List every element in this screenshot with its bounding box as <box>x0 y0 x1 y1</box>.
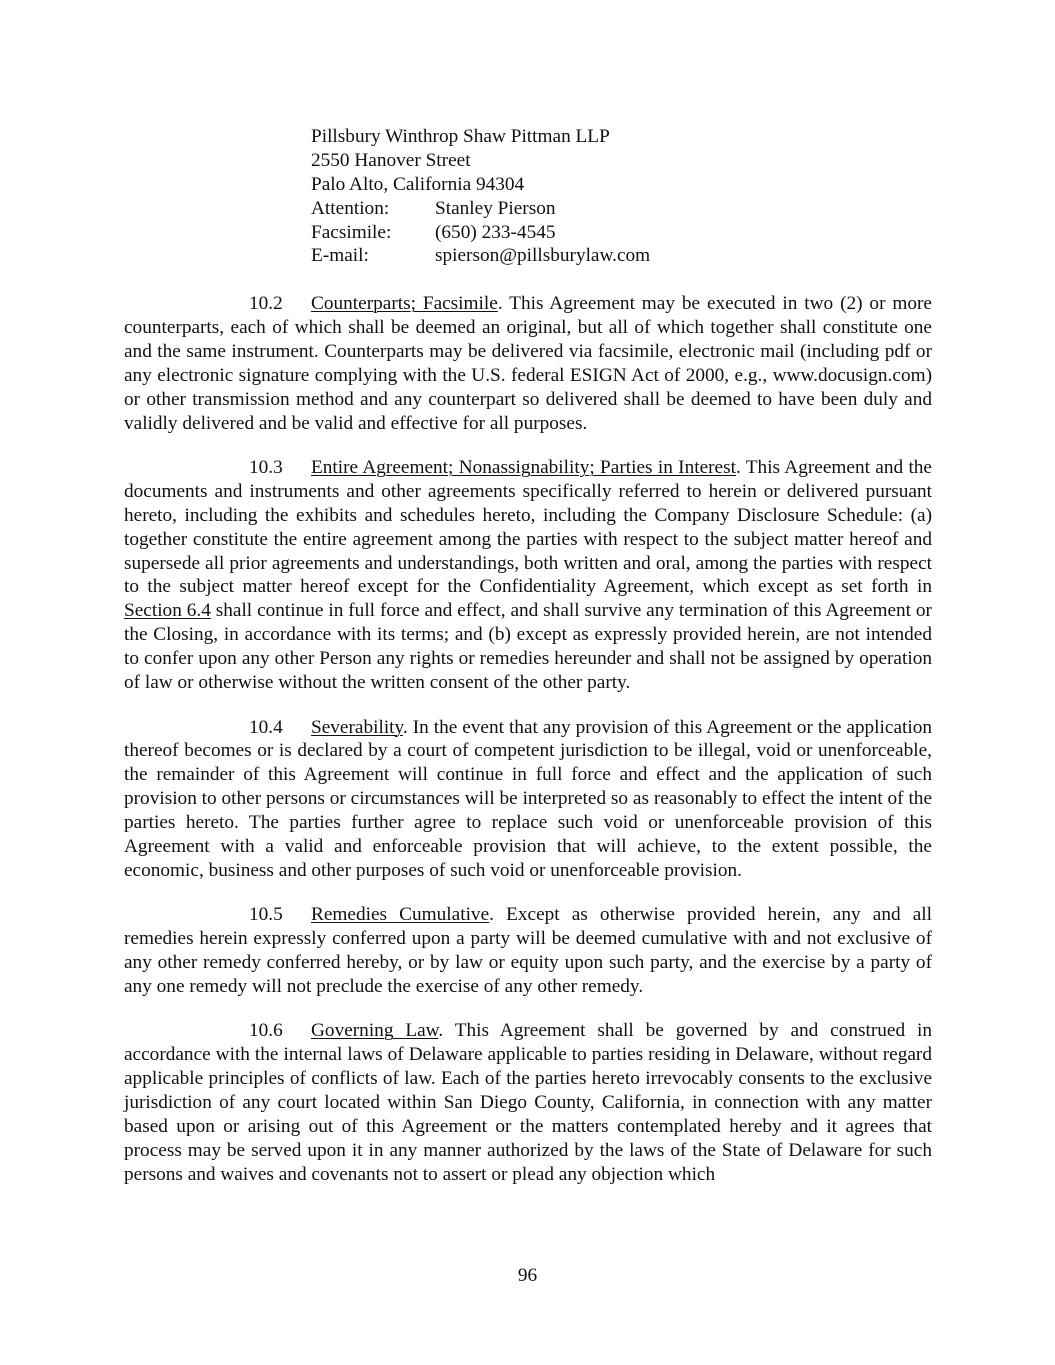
section-10-6 <box>124 1019 932 1186</box>
section-text: . This Agreement shall be governed by and construed in accordance with the internal laws of Delaware applicable to parties residing in Delaware, without regard applicable principles of conflicts of law. Each of the parties hereto irrevocably consents to the exclusive jurisdiction of any court located within San Diego County, California, in connection with any matter based upon or arising out of this Agreement or the matters contemplated hereby and it agrees that process may be served upon it in any manner authorized by the laws of the State of Delaware for such persons and waives and covenants not to assert or plead any objection which <box>124 1020 933 1185</box>
section-cross-reference: Section 6.4 <box>124 600 211 622</box>
section-10-5 <box>124 903 932 999</box>
section-10-2 <box>124 292 932 435</box>
section-number: 10.3 <box>249 456 283 478</box>
section-heading: Governing Law <box>311 1020 439 1042</box>
section-number: 10.4 <box>249 716 283 738</box>
section-number: 10.2 <box>249 293 283 314</box>
section-heading: Severability <box>311 716 403 738</box>
section-number: 10.6 <box>249 1020 283 1042</box>
section-text: . In the event that any provision of this Agreement or the application thereof becomes or is declared by a court of competent jurisdiction to be illegal, void or unenforceable, the remainder of this Agreement will continue in full force and effect and the application of such provision to other persons or circumstances will be interpreted so as reasonably to effect the intent of the parties hereto. The parties further agree to replace such void or unenforceable provision of this Agreement with a valid and enforceable provision that will achieve, to the extent possible, the economic, business and other purposes of such void or unenforceable provision. <box>124 716 932 881</box>
section-10-4 <box>124 716 932 883</box>
email-value: spierson@pillsburylaw.com <box>435 245 651 267</box>
email-label: E-mail: <box>311 245 369 267</box>
section-heading: Entire Agreement; Nonassignability; Parties in Interest <box>311 456 736 478</box>
section-heading: Counterparts; Facsimile <box>311 293 498 314</box>
street-address: 2550 Hanover Street <box>311 149 471 171</box>
section-text-continued: shall continue in full force and effect, and shall survive any termination of this Agreement or the Closing, in accordance with its terms; and (b) except as expressly provided herein, are not intended to confer upon any other Person any rights or remedies hereunder and shall not be assigned by operation of law or otherwise without the written consent of the other party. <box>124 600 932 694</box>
section-text: . This Agreement may be executed in two (2) or more counterparts, each of which shall be deemed an original, but all of which together shall constitute one and the same instrument. Counterparts may be delivered via facsimile, electronic mail (including pdf or any electronic signature complying with the U.S. federal ESIGN Act of 2000, e.g., www.docusign.com) or other transmission method and any counterpart so delivered shall be deemed to have been duly and validly delivered and be valid and effective for all purposes. <box>124 293 932 434</box>
document-body <box>124 292 932 1207</box>
firm-name: Pillsbury Winthrop Shaw Pittman LLP <box>311 126 610 147</box>
facsimile-row <box>311 221 650 245</box>
page-number: 96 <box>517 1265 538 1286</box>
city-state-zip: Palo Alto, California 94304 <box>311 173 525 195</box>
email-row <box>311 244 650 268</box>
attention-label: Attention: <box>311 197 390 219</box>
section-heading: Remedies Cumulative <box>311 904 490 926</box>
facsimile-value: (650) 233-4545 <box>435 221 556 243</box>
facsimile-label: Facsimile: <box>311 221 392 243</box>
attention-value: Stanley Pierson <box>435 197 556 219</box>
notice-address-block <box>311 125 650 268</box>
section-10-3 <box>124 456 932 695</box>
section-number: 10.5 <box>249 904 283 926</box>
attention-row <box>311 197 650 221</box>
section-text: . Except as otherwise provided herein, any and all remedies herein expressly conferred upon a party will be deemed cumulative with and not exclusive of any other remedy conferred hereby, or by law or equity upon such party, and the exercise by a party of any one remedy will not preclude the exercise of any other remedy. <box>124 904 933 998</box>
section-text: . This Agreement and the documents and instruments and other agreements specifically referred to herein or delivered pursuant hereto, including the exhibits and schedules hereto, including the Company Disclosure Schedule: (a) together constitute the entire agreement among the parties with respect to the subject matter hereof and supersede all prior agreements and understandings, both written and oral, among the parties with respect to the subject matter hereof except for the Confidentiality Agreement, which except as set forth in <box>124 456 932 598</box>
